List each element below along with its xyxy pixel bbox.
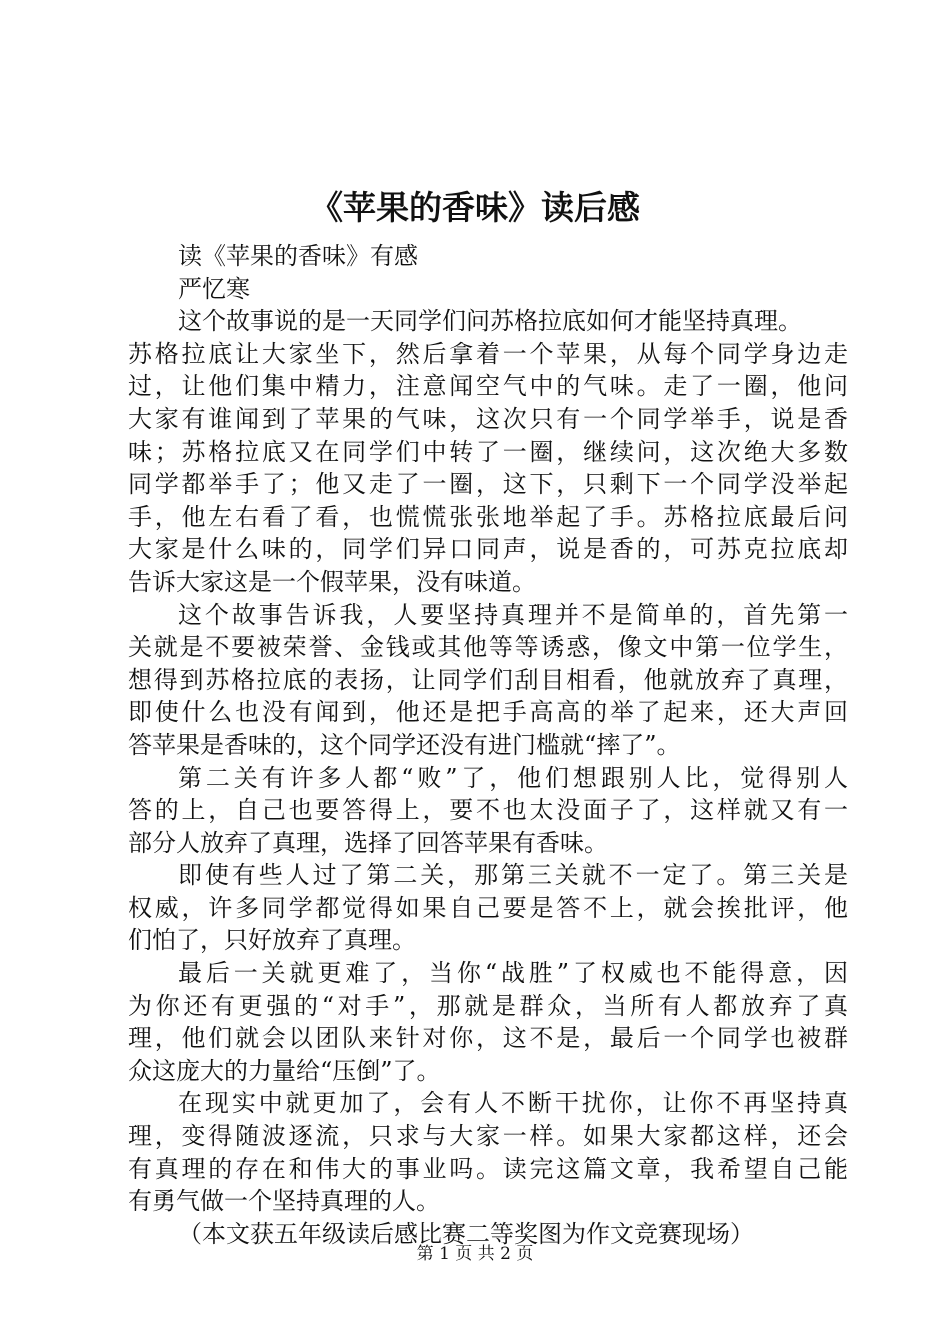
text-line: 理，变得随波逐流，只求与大家一样。如果大家都这样，还会 — [128, 1122, 848, 1151]
text-line: 为你还有更强的“对手”，那就是群众，当所有人都放弃了真 — [128, 991, 848, 1020]
text-line: 权威，许多同学都觉得如果自己要是答不上，就会挨批评，他 — [128, 893, 848, 922]
document-title: 《苹果的香味》读后感 — [310, 188, 640, 227]
text-line: 有真理的存在和伟大的事业吗。读完这篇文章，我希望自己能 — [128, 1154, 848, 1183]
text-line: 味；苏格拉底又在同学们中转了一圈，继续问，这次绝大多数 — [128, 437, 848, 466]
page-footer: 第 1 页 共 2 页 — [416, 1244, 534, 1264]
text-line: 们怕了，只好放弃了真理。 — [128, 926, 416, 955]
text-line: 答苹果是香味的，这个同学还没有进门槛就“摔了”。 — [128, 730, 681, 759]
text-line: 告诉大家这是一个假苹果，没有味道。 — [128, 567, 536, 596]
text-line: 想得到苏格拉底的表扬，让同学们刮目相看，他就放弃了真理， — [128, 665, 848, 694]
document-body — [128, 240, 848, 1250]
text-line: 读《苹果的香味》有感 — [178, 242, 418, 270]
text-line: 这个故事说的是一天同学们问苏格拉底如何才能坚持真理。 — [178, 307, 802, 336]
text-line: 第二关有许多人都“败”了，他们想跟别人比，觉得别人 — [178, 763, 848, 792]
text-line: 大家是什么味的，同学们异口同声，说是香的，可苏克拉底却 — [128, 535, 848, 564]
text-line: 有勇气做一个坚持真理的人。 — [128, 1187, 440, 1216]
text-line: 理，他们就会以团队来针对你，这不是，最后一个同学也被群 — [128, 1024, 848, 1053]
text-line: 苏格拉底让大家坐下，然后拿着一个苹果，从每个同学身边走 — [128, 339, 848, 368]
text-line: 关就是不要被荣誉、金钱或其他等等诱惑，像文中第一位学生， — [128, 633, 848, 662]
text-line: 最后一关就更难了，当你“战胜”了权威也不能得意，因 — [178, 959, 848, 988]
text-line: 即使什么也没有闻到，他还是把手高高的举了起来，还大声回 — [128, 698, 848, 727]
text-line: 严忆寒 — [178, 274, 250, 303]
text-line: 即使有些人过了第二关，那第三关就不一定了。第三关是 — [178, 861, 848, 890]
text-line: 这个故事告诉我，人要坚持真理并不是简单的，首先第一 — [178, 600, 848, 629]
text-line: 部分人放弃了真理，选择了回答苹果有香味。 — [128, 828, 608, 857]
text-line: 答的上，自己也要答得上，要不也太没面子了，这样就又有一 — [128, 796, 848, 825]
text-line: （本文获五年级读后感比赛二等奖图为作文竞赛现场） — [178, 1219, 754, 1248]
text-line: 在现实中就更加了，会有人不断干扰你，让你不再坚持真 — [178, 1089, 848, 1118]
text-line: 大家有谁闻到了苹果的气味，这次只有一个同学举手，说是香 — [128, 404, 848, 433]
text-line: 手，他左右看了看，也慌慌张张地举起了手。苏格拉底最后问 — [128, 502, 848, 531]
text-line: 同学都举手了；他又走了一圈，这下，只剩下一个同学没举起 — [128, 470, 848, 499]
text-line: 过，让他们集中精力，注意闻空气中的气味。走了一圈，他问 — [128, 372, 848, 401]
text-line: 众这庞大的力量给“压倒”了。 — [128, 1056, 441, 1085]
